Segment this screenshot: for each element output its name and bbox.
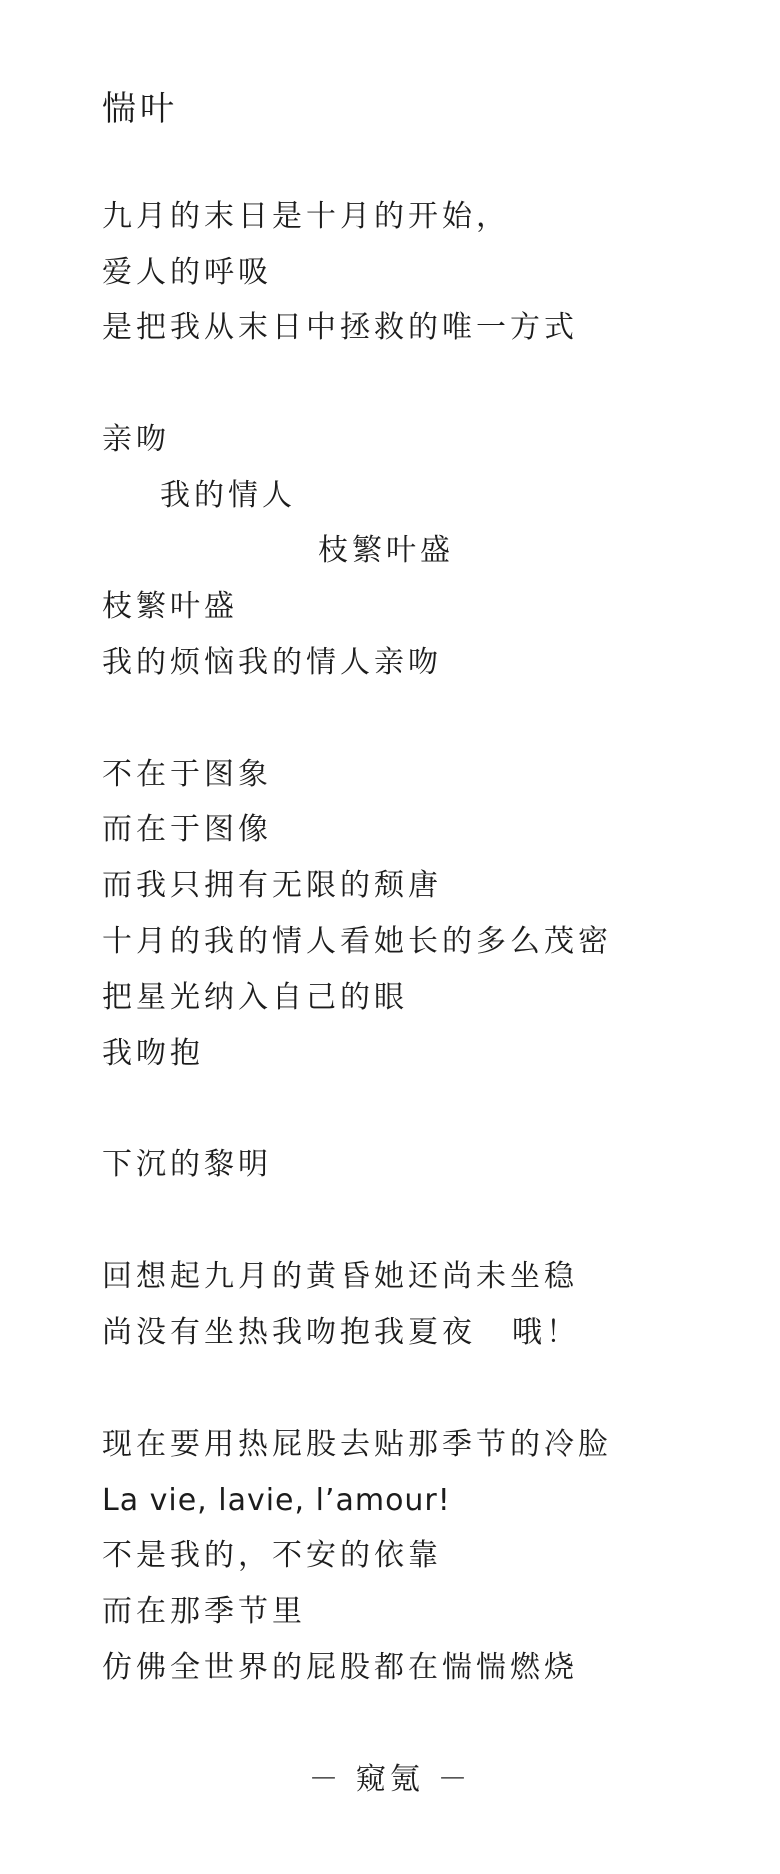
poem-line: 不是我的，不安的依靠 [102,1538,442,1573]
poem-line: 下沉的黎明 [102,1147,272,1182]
poem-line: 回想起九月的黄昏她还尚未坐稳 [102,1259,578,1294]
poem-line: 不在于图象 [102,757,272,792]
poem-line: 九月的末日是十月的开始， [102,199,510,234]
poem-line: 枝繁叶盛 [318,533,454,568]
poem-line: 而在于图像 [102,812,272,847]
poem-line-french: La vie, lavie, l’amour! [102,1483,451,1518]
poem-line: 尚没有坐热我吻抱我夏夜 [102,1315,476,1350]
poem-line: 把星光纳入自己的眼 [102,980,408,1015]
poem-line: 我的烦恼我的情人亲吻 [102,645,442,680]
poem-line: 枝繁叶盛 [102,589,238,624]
poem-line: 而我只拥有无限的颓唐 [102,868,442,903]
poem-line: 而在那季节里 [102,1594,306,1629]
poem-line: 我吻抱 [102,1036,204,1071]
poem-line: 我的情人 [160,478,296,513]
poem-exclamation: 哦！ [512,1315,580,1350]
poem-line: 十月的我的情人看她长的多么茂密 [102,924,612,959]
poem-line: 爱人的呼吸 [102,255,272,290]
poem-title: 惴叶 [102,89,178,129]
poem-line: 仿佛全世界的屁股都在惴惴燃烧 [102,1650,578,1685]
poem-line: 现在要用热屁股去贴那季节的冷脸 [102,1427,612,1462]
author-signature: － 窥氪 － [308,1762,472,1797]
poem-line: 亲吻 [102,422,170,457]
poem-line: 是把我从末日中拯救的唯一方式 [102,310,578,345]
